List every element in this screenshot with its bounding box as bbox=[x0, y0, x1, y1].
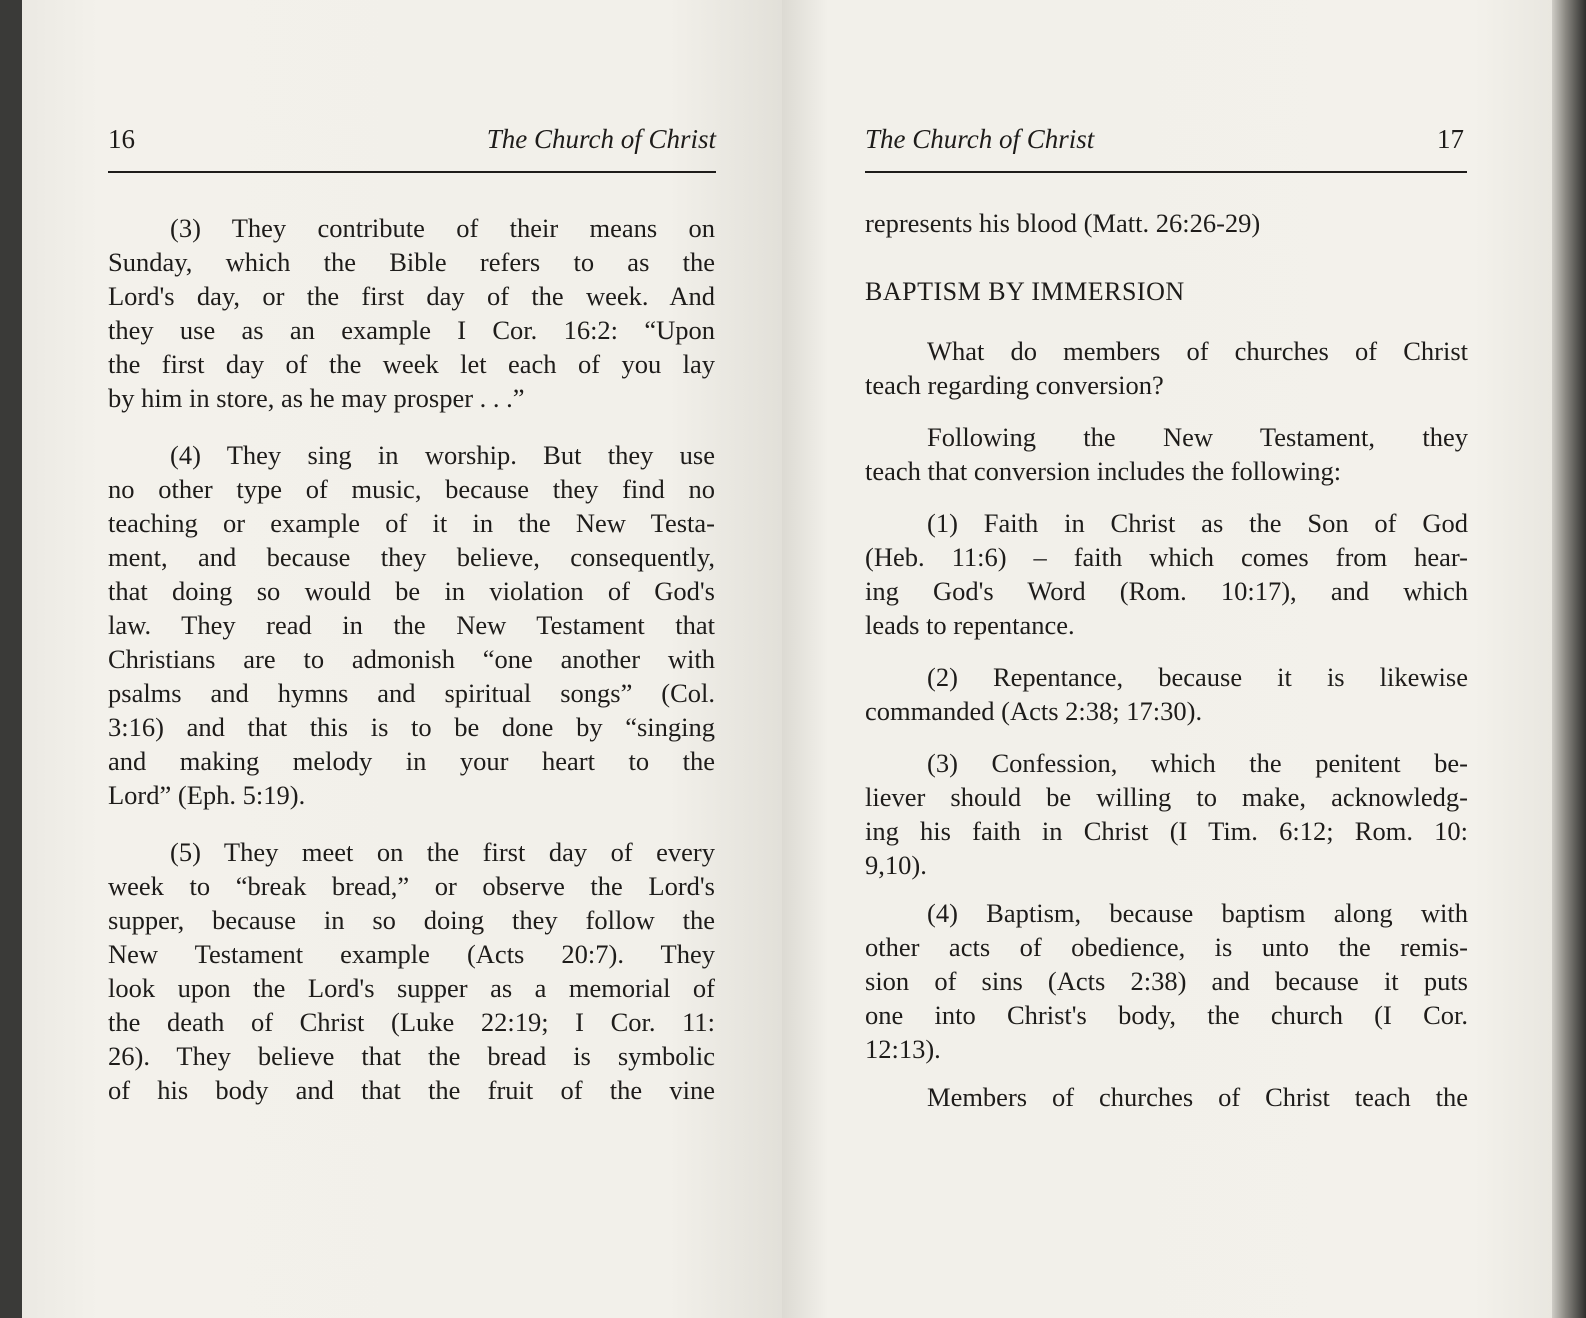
text-line: law. They read in the New Testament that bbox=[108, 610, 715, 640]
text-line: 9,10). bbox=[865, 850, 927, 880]
text-line: they use as an example I Cor. 16:2: “Upon bbox=[108, 315, 715, 345]
right-page bbox=[782, 0, 1552, 1318]
paragraph bbox=[108, 835, 715, 1107]
text-line: and making melody in your heart to the bbox=[108, 746, 715, 776]
left-page bbox=[22, 0, 782, 1318]
text-line: of his body and that the fruit of the vine bbox=[108, 1075, 715, 1105]
body-text bbox=[865, 206, 1468, 1114]
text-line: Lord's day, or the first day of the week. And bbox=[108, 281, 715, 311]
header-rule bbox=[865, 171, 1467, 173]
text-line: What do members of churches of Christ bbox=[927, 336, 1468, 366]
running-head: The Church of Christ bbox=[865, 124, 1095, 154]
text-line: by him in store, as he may prosper . . .” bbox=[108, 383, 525, 413]
text-line: sion of sins (Acts 2:38) and because it puts bbox=[865, 966, 1468, 996]
running-head: The Church of Christ bbox=[486, 124, 716, 154]
text-line: the death of Christ (Luke 22:19; I Cor. 11: bbox=[108, 1007, 715, 1037]
text-line: leads to repentance. bbox=[865, 610, 1075, 640]
text-line: ing his faith in Christ (I Tim. 6:12; Rom. 10: bbox=[865, 816, 1468, 846]
text-line: 12:13). bbox=[865, 1034, 941, 1064]
text-line: commanded (Acts 2:38; 17:30). bbox=[865, 696, 1203, 726]
text-line: teach regarding conversion? bbox=[865, 370, 1164, 400]
paragraph bbox=[865, 1080, 1468, 1114]
text-line: teaching or example of it in the New Testa- bbox=[108, 508, 715, 538]
text-line: 26). They believe that the bread is symbolic bbox=[108, 1041, 715, 1071]
text-line: week to “break bread,” or observe the Lord's bbox=[108, 871, 715, 901]
text-line: 3:16) and that this is to be done by “singing bbox=[108, 712, 715, 742]
text-line: (3) They contribute of their means on bbox=[170, 213, 715, 243]
paragraph bbox=[865, 746, 1468, 882]
text-line: (5) They meet on the first day of every bbox=[170, 837, 715, 867]
text-line: Members of churches of Christ teach the bbox=[927, 1082, 1468, 1112]
text-line: teach that conversion includes the following: bbox=[865, 456, 1342, 486]
text-line: Lord” (Eph. 5:19). bbox=[108, 780, 306, 810]
paragraph bbox=[865, 506, 1468, 642]
text-line: that doing so would be in violation of God's bbox=[108, 576, 715, 606]
text-line: ing God's Word (Rom. 10:17), and which bbox=[865, 576, 1468, 606]
body-text bbox=[108, 211, 715, 1107]
text-line: one into Christ's body, the church (I Cor. bbox=[865, 1000, 1468, 1030]
page-number: 16 bbox=[108, 124, 135, 154]
text-line: other acts of obedience, is unto the remis- bbox=[865, 932, 1468, 962]
text-line: New Testament example (Acts 20:7). They bbox=[108, 939, 715, 969]
text-line: (1) Faith in Christ as the Son of God bbox=[927, 508, 1468, 538]
text-line: no other type of music, because they find no bbox=[108, 474, 715, 504]
text-line: BAPTISM BY IMMERSION bbox=[865, 277, 1185, 306]
text-line: (2) Repentance, because it is likewise bbox=[927, 662, 1468, 692]
paragraph bbox=[865, 420, 1468, 488]
paragraph bbox=[865, 660, 1468, 728]
text-line: Christians are to admonish “one another with bbox=[108, 644, 715, 674]
text-line: represents his blood (Matt. 26:26-29) bbox=[865, 208, 1261, 238]
paragraph bbox=[108, 438, 715, 812]
text-line: supper, because in so doing they follow the bbox=[108, 905, 715, 935]
paragraph bbox=[865, 896, 1468, 1066]
text-line: (4) Baptism, because baptism along with bbox=[927, 898, 1468, 928]
text-line: liever should be willing to make, acknowledg- bbox=[865, 782, 1468, 812]
paragraph bbox=[865, 334, 1468, 402]
text-line: the first day of the week let each of you lay bbox=[108, 349, 715, 379]
header-rule bbox=[108, 171, 716, 173]
text-line: psalms and hymns and spiritual songs” (Col. bbox=[108, 678, 715, 708]
text-line: Following the New Testament, they bbox=[927, 422, 1468, 452]
paragraph bbox=[108, 211, 715, 415]
text-line: ment, and because they believe, consequently, bbox=[108, 542, 715, 572]
text-line: (3) Confession, which the penitent be- bbox=[927, 748, 1468, 778]
text-line: (4) They sing in worship. But they use bbox=[170, 440, 715, 470]
text-line: (Heb. 11:6) – faith which comes from hear- bbox=[865, 542, 1468, 572]
text-line: Sunday, which the Bible refers to as the bbox=[108, 247, 715, 277]
section-heading bbox=[865, 275, 1468, 309]
text-line: look upon the Lord's supper as a memorial of bbox=[108, 973, 715, 1003]
page-number: 17 bbox=[1437, 124, 1464, 154]
paragraph bbox=[865, 206, 1468, 240]
book-edge bbox=[1552, 0, 1586, 1318]
